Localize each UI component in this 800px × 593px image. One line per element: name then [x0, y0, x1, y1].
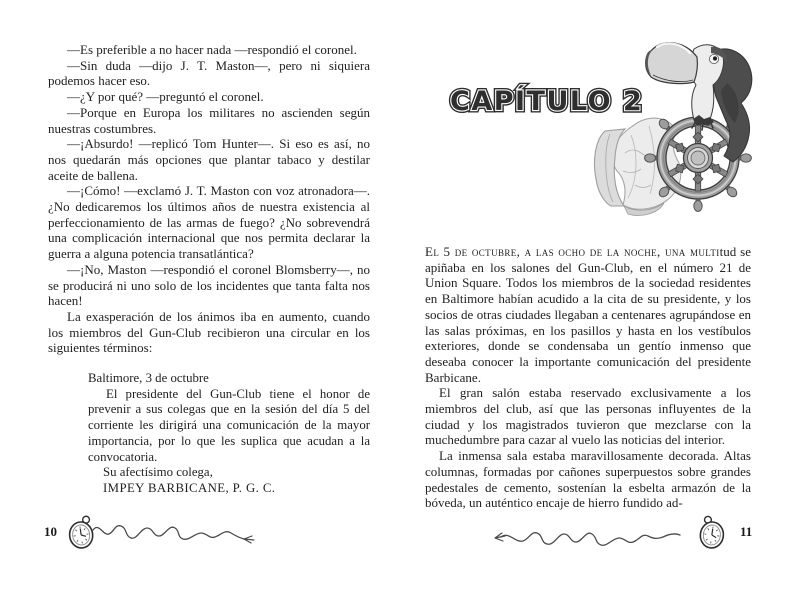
pocket-watch-icon: [485, 510, 735, 554]
chain-squiggle: [501, 533, 680, 546]
paragraph-text: tud se apiñaba en los salones del Gun-Club, en el número 21 de Union Square. Todos los miembros de la sociedad residentes en Baltimore habían acudido a la cita de su presidente, y los socios de otras ciudades llegaban a centenares agrupándose en las salas próximas, en los pasillos y hasta en los vestíbulos exteriores, donde se condensaba un gentío inmenso que deseaba conocer la importante comunicación del presidente Barbicane.: [425, 244, 751, 385]
toucan-ship-wheel-illustration: [577, 35, 787, 240]
paragraph: —Es preferible a no hacer nada —respondió el coronel.: [67, 42, 357, 57]
paragraph: El gran salón estaba reservado exclusivamente a los miembros del club, así que las personas influyentes de la ciudad y los magistrados tuvieron que mezclarse con la muchedumbre para cazar al vuelo las noticias del interior.: [425, 385, 751, 448]
page-number: 11: [740, 524, 753, 539]
paragraph: —¡Cómo! —exclamó J. T. Maston con voz atronadora—. ¿No dedicaremos los últimos años de nuestra existencia al perfeccionamiento de las armas de fuego? ¿No sobrevendrá una complicación internacional que nos permita declarar la guerra a alguna potencia transatlántica?: [48, 183, 370, 262]
paragraph: —¡Absurdo! —replicó Tom Hunter—. Si eso es así, no nos quedarán más opciones que plantar tabaco y destilar aceite de ballena.: [48, 136, 370, 183]
paragraph: —Sin duda —dijo J. T. Maston—, pero ni siquiera podemos hacer eso.: [48, 57, 370, 89]
page-number: 10: [44, 524, 57, 539]
paragraph: La inmensa sala estaba maravillosamente decorada. Altas columnas, formadas por cañones superpuestos sobre grandes pedestales de cemento, sostenían la esbelta armazón de la bóveda, un auténtico encaje de hierro fundido ad-: [425, 448, 751, 511]
right-page-footer: [485, 510, 752, 554]
right-text-block: [425, 244, 751, 511]
smallcaps-lead: El 5 de octubre, a las ocho de la noche, una multi: [425, 244, 720, 259]
letter-dateline: Baltimore, 3 de octubre: [88, 371, 209, 386]
letter-signature: IMPEY BARBICANE, P. G. C.: [103, 480, 276, 495]
letter-body: El presidente del Gun-Club tiene el honor de prevenir a sus colegas que en la sesión del día 5 del corriente les dirigirá una comunicación de la mayor importancia, por lo que les suplica que acudan a la convocatoria.: [88, 386, 370, 464]
letter-closing: Su afectísimo colega,: [103, 465, 213, 480]
chain-squiggle: [93, 526, 244, 540]
left-text-block: [48, 42, 370, 497]
paragraph: —¡No, Maston —respondió el coronel Blomsberry—, no se producirá ni uno solo de los incidentes que tanta falta nos hacen!: [48, 261, 370, 309]
letter-block: [88, 371, 370, 497]
paragraph: La exasperación de los ánimos iba en aumento, cuando los miembros del Gun-Club recibieron una circular en los siguientes términos:: [48, 308, 370, 356]
pocket-watch-icon: [62, 510, 277, 554]
paragraph: [425, 244, 751, 385]
paragraph: —Porque en Europa los militares no ascienden según nuestras costumbres.: [48, 104, 370, 136]
left-page-footer: [44, 510, 277, 554]
right-page: [400, 0, 800, 593]
chapter-title: CAPÍTULO 2 CAPÍTULO 2 CAPÍTULO 2: [450, 86, 643, 117]
paragraph: —¿Y por qué? —preguntó el coronel.: [67, 89, 264, 105]
